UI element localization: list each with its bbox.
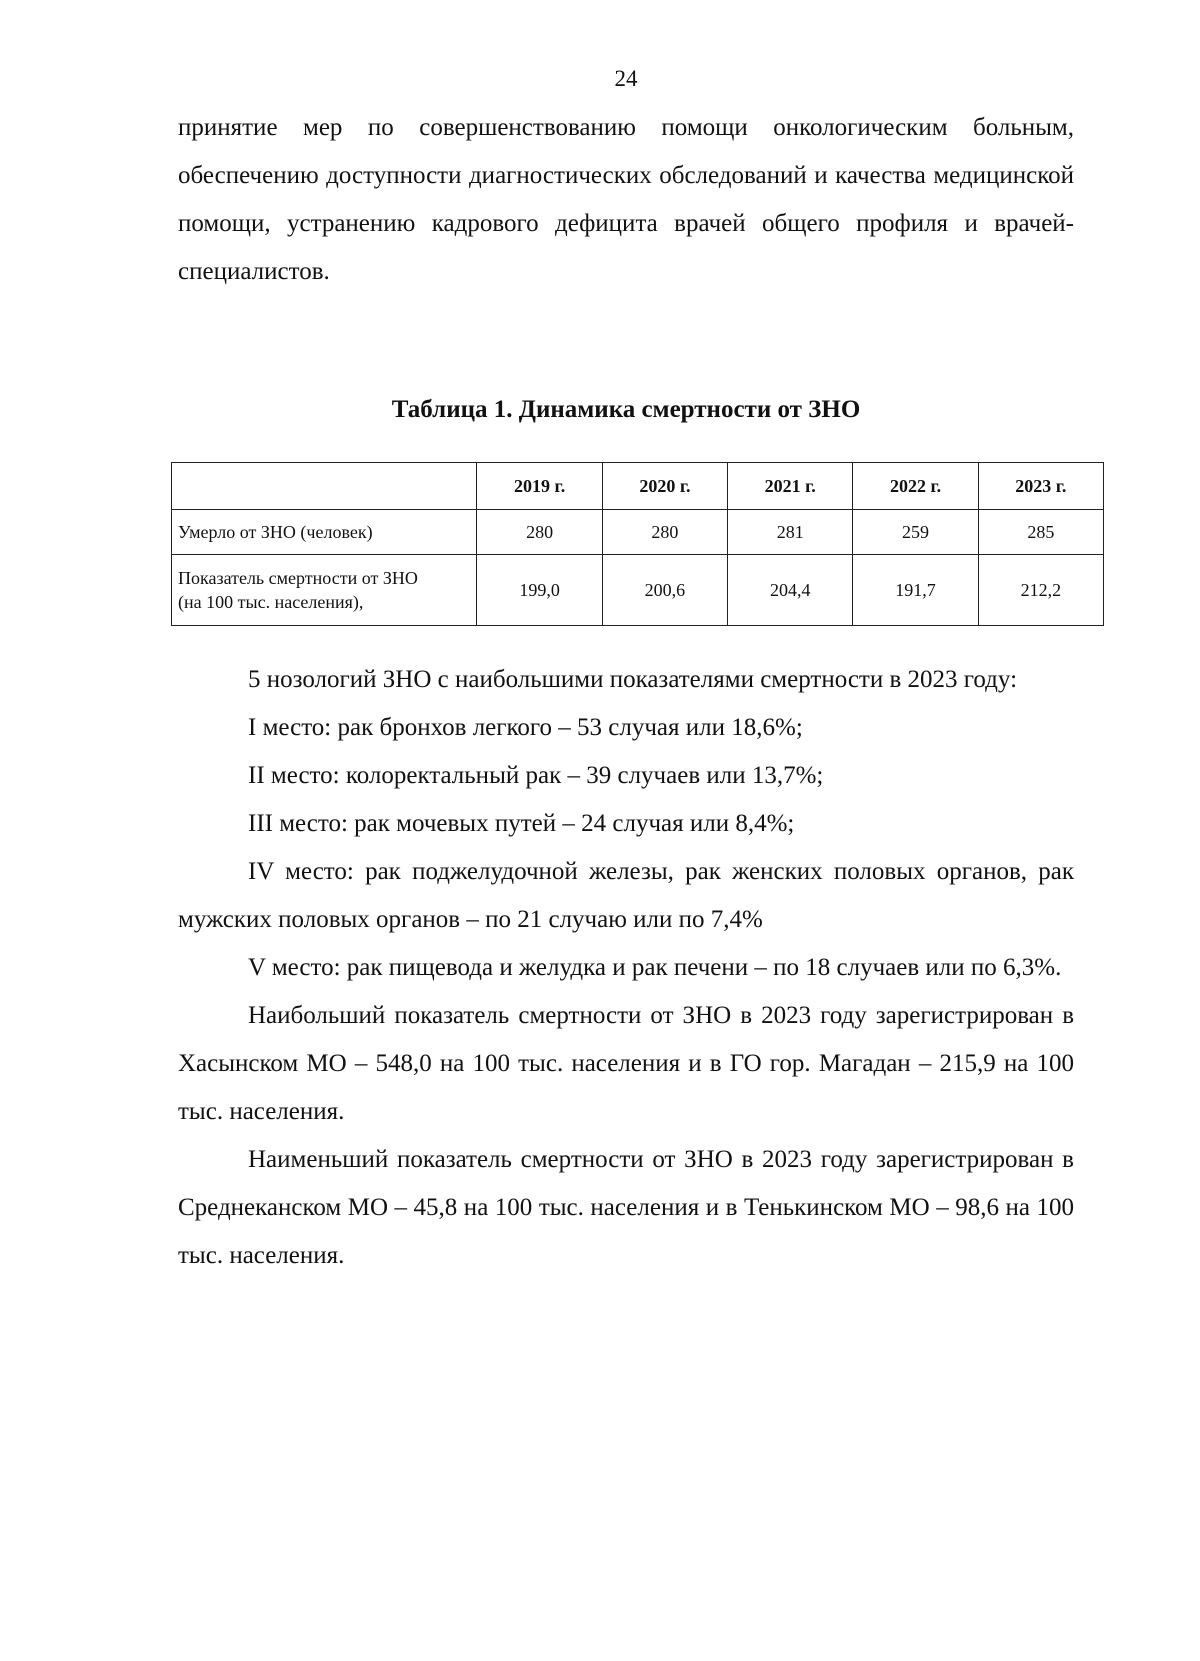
nosology-item: V место: рак пищевода и желудка и рак печени – по 18 случаев или по 6,3%. [248,954,1062,981]
mortality-table [171,462,1104,626]
body-section [178,656,1074,1280]
table-row [172,555,1104,626]
table-cell: 281 [728,510,853,555]
row-label-rate-line2: (на 100 тыс. населения), [178,592,364,612]
table-cell: 259 [853,510,978,555]
row-label-rate [172,555,477,626]
table-header-corner [172,463,477,510]
table-header-year: 2020 г. [602,463,727,510]
page-number: 24 [614,66,638,91]
table-cell: 191,7 [853,555,978,626]
intro-section [178,104,1074,296]
table-cell: 280 [477,510,602,555]
table-cell: 199,0 [477,555,602,626]
row-label-rate-line1: Показатель смертности от ЗНО [178,568,418,588]
table-cell: 204,4 [728,555,853,626]
intro-paragraph: принятие мер по совершенствованию помощи онкологическим больным, обеспечению доступности диагностических обследований и качества медицинской помощи, устранению кадрового дефицита врачей общего профиля и врачей-специалистов. [178,114,1074,285]
table-cell: 200,6 [602,555,727,626]
nosologies-intro: 5 нозологий ЗНО с наибольшими показателями смертности в 2023 году: [248,666,1018,693]
table-title: Таблица 1. Динамика смертности от ЗНО [391,396,861,423]
nosology-item: IV место: рак поджелудочной железы, рак женских половых органов, рак мужских половых органов – по 21 случаю или по 7,4% [178,858,1074,933]
table-header-year: 2023 г. [978,463,1103,510]
table-cell: 285 [978,510,1103,555]
table-cell: 212,2 [978,555,1103,626]
table-header-year: 2019 г. [477,463,602,510]
lowest-paragraph: Наименьший показатель смертности от ЗНО в 2023 году зарегистрирован в Среднеканском МО – 45,8 на 100 тыс. населения и в Тенькинском МО – 98,6 на 100 тыс. населения. [178,1146,1074,1269]
nosology-item: III место: рак мочевых путей – 24 случая или 8,4%; [248,810,795,837]
table-row [172,510,1104,555]
highest-paragraph: Наибольший показатель смертности от ЗНО в 2023 году зарегистрирован в Хасынском МО – 548,0 на 100 тыс. населения и в ГО гор. Магадан – 215,9 на 100 тыс. населения. [178,1002,1074,1125]
table-header-year: 2021 г. [728,463,853,510]
nosology-item: I место: рак бронхов легкого – 53 случая или 18,6%; [248,714,803,741]
table-header-year: 2022 г. [853,463,978,510]
nosology-item: II место: колоректальный рак – 39 случаев или 13,7%; [248,762,824,789]
row-label-deaths: Умерло от ЗНО (человек) [172,510,477,555]
table-cell: 280 [602,510,727,555]
table-header-row [172,463,1104,510]
